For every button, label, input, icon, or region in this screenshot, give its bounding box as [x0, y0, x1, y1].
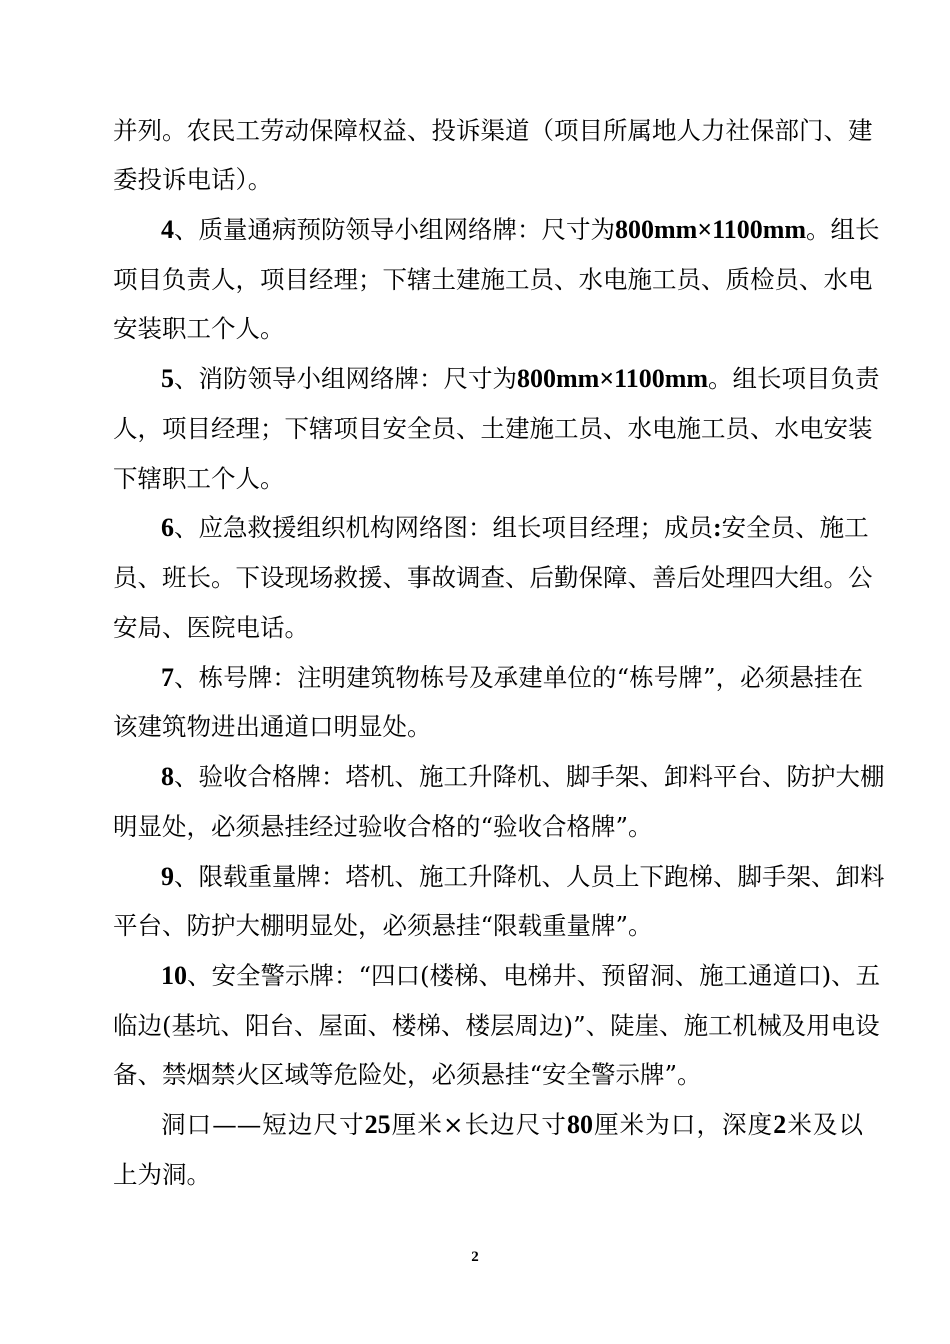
text-line: 下辖职工个人。 — [113, 464, 285, 493]
text-line: 临边(基坑、阳台、屋面、楼梯、楼层周边)”、陡崖、施工机械及用电设 — [113, 1011, 880, 1040]
text-line: 该建筑物进出通道口明显处。 — [113, 712, 432, 741]
page-number: 2 — [471, 1249, 479, 1265]
item-4-heading: 4、质量通病预防领导小组网络牌：尺寸为800mm×1100mm。组长 — [161, 215, 880, 244]
text-line: 并列。农民工劳动保障权益、投诉渠道（项目所属地人力社保部门、建 — [113, 116, 873, 145]
text-line: 项目负责人，项目经理；下辖土建施工员、水电施工员、质检员、水电 — [113, 265, 873, 294]
text-line: 上为洞。 — [113, 1160, 211, 1189]
item-10-heading: 10、安全警示牌：“四口(楼梯、电梯井、预留洞、施工通道口)、五 — [161, 961, 881, 990]
text-line: 平台、防护大棚明显处，必须悬挂“限载重量牌”。 — [113, 911, 653, 940]
text-line: 人，项目经理；下辖项目安全员、土建施工员、水电施工员、水电安装 — [113, 414, 873, 443]
item-6-heading: 6、应急救援组织机构网络图：组长项目经理；成员:安全员、施工 — [161, 513, 869, 542]
text-line: 安装职工个人。 — [113, 314, 285, 343]
text-line: 备、禁烟禁火区域等危险处，必须悬挂“安全警示牌”。 — [113, 1060, 702, 1089]
text-line: 安局、医院电话。 — [113, 613, 309, 642]
text-line: 明显处，必须悬挂经过验收合格的“验收合格牌”。 — [113, 812, 653, 841]
text-line: 委投诉电话）。 — [113, 165, 273, 194]
hole-definition: 洞口——短边尺寸25厘米×长边尺寸80厘米为口，深度2米及以 — [161, 1110, 864, 1139]
item-8-heading: 8、验收合格牌：塔机、施工升降机、脚手架、卸料平台、防护大棚 — [161, 762, 885, 791]
text-line: 员、班长。下设现场救援、事故调查、后勤保障、善后处理四大组。公 — [113, 563, 873, 592]
item-5-heading: 5、消防领导小组网络牌：尺寸为800mm×1100mm。组长项目负责 — [161, 364, 880, 393]
item-7-heading: 7、栋号牌：注明建筑物栋号及承建单位的“栋号牌”，必须悬挂在 — [161, 663, 863, 692]
item-9-heading: 9、限载重量牌：塔机、施工升降机、人员上下跑梯、脚手架、卸料 — [161, 862, 885, 891]
